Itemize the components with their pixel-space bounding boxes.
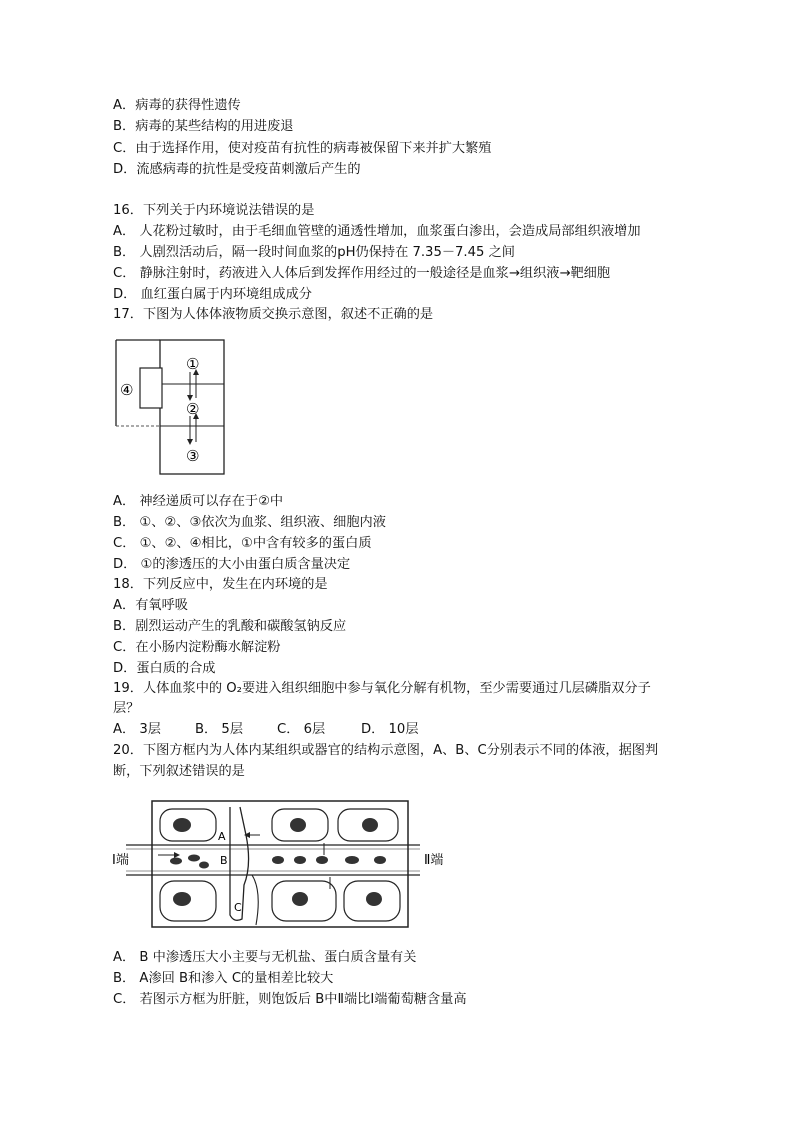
q20-label-end2: Ⅱ端: [424, 853, 444, 868]
q18-option-c: C．在小肠内淀粉酶水解淀粉: [113, 640, 281, 655]
q20-label-b: B: [220, 854, 228, 867]
q17-option-d: D． ①的渗透压的大小由蛋白质含量决定: [113, 557, 351, 572]
q16-option-b: B． 人剧烈活动后，隔一段时间血浆的pH仍保持在 7.35－7.45 之间: [113, 245, 515, 260]
q20-option-b: B． A渗回 B和渗入 C的量相差比较大: [113, 971, 334, 986]
q15-option-d: D．流感病毒的抗性是受疫苗刺激后产生的: [113, 162, 361, 177]
q19-option-d: D． 10层: [361, 722, 419, 737]
q18-option-a: A．有氧呼吸: [113, 598, 188, 613]
q20-option-a: A． B 中渗透压大小主要与无机盐、蛋白质含量有关: [113, 950, 417, 965]
q17-figure: [112, 338, 230, 478]
q17-option-a: A． 神经递质可以存在于②中: [113, 494, 284, 509]
q15-option-b: B．病毒的某些结构的用进废退: [113, 119, 294, 134]
q16-option-d: D． 血红蛋白属于内环境组成成分: [113, 287, 312, 302]
q16-option-a: A． 人花粉过敏时，由于毛细血管壁的通透性增加，血浆蛋白渗出，会造成局部组织液增加: [113, 224, 641, 239]
q20-label-a: A: [218, 830, 226, 843]
q17-stem: 17．下图为人体体液物质交换示意图，叙述不正确的是: [113, 307, 434, 322]
q19-stem-line1: 19．人体血浆中的 O₂要进入组织细胞中参与氧化分解有机物，至少需要通过几层磷脂双分子: [113, 681, 651, 696]
q17-label-3: ③: [186, 447, 200, 465]
q19-option-c: C． 6层: [277, 722, 326, 737]
q19-option-a: A． 3层: [113, 722, 161, 737]
q20-stem-line2: 断，下列叙述错误的是: [113, 764, 245, 779]
q18-option-b: B．剧烈运动产生的乳酸和碳酸氢钠反应: [113, 619, 347, 634]
q19-stem-line2: 层？: [113, 701, 140, 716]
q17-option-c: C． ①、②、④相比，①中含有较多的蛋白质: [113, 536, 372, 551]
q15-option-c: C．由于选择作用，使对疫苗有抗性的病毒被保留下来并扩大繁殖: [113, 141, 492, 156]
q18-option-d: D．蛋白质的合成: [113, 661, 216, 676]
q19-option-b: B． 5层: [195, 722, 244, 737]
q20-figure: [112, 795, 472, 935]
q17-option-b: B． ①、②、③依次为血浆、组织液、细胞内液: [113, 515, 386, 530]
q17-label-2: ②: [186, 400, 200, 418]
q17-label-1: ①: [186, 355, 200, 373]
q16-option-c: C． 静脉注射时，药液进入人体后到发挥作用经过的一般途径是血浆→组织液→靶细胞: [113, 266, 611, 281]
q15-option-a: A．病毒的获得性遗传: [113, 98, 241, 113]
q17-label-4: ④: [120, 381, 134, 399]
q20-label-c: C: [234, 901, 242, 914]
q16-stem: 16．下列关于内环境说法错误的是: [113, 203, 315, 218]
q18-stem: 18．下列反应中，发生在内环境的是: [113, 577, 328, 592]
q20-stem-line1: 20．下图方框内为人体内某组织或器官的结构示意图，A、B、C分别表示不同的体液，据图判: [113, 743, 659, 758]
q20-option-c: C． 若图示方框为肝脏，则饱饭后 B中Ⅱ端比Ⅰ端葡萄糖含量高: [113, 992, 467, 1007]
q20-label-end1: Ⅰ端: [112, 853, 129, 868]
q19-options: [113, 721, 419, 739]
